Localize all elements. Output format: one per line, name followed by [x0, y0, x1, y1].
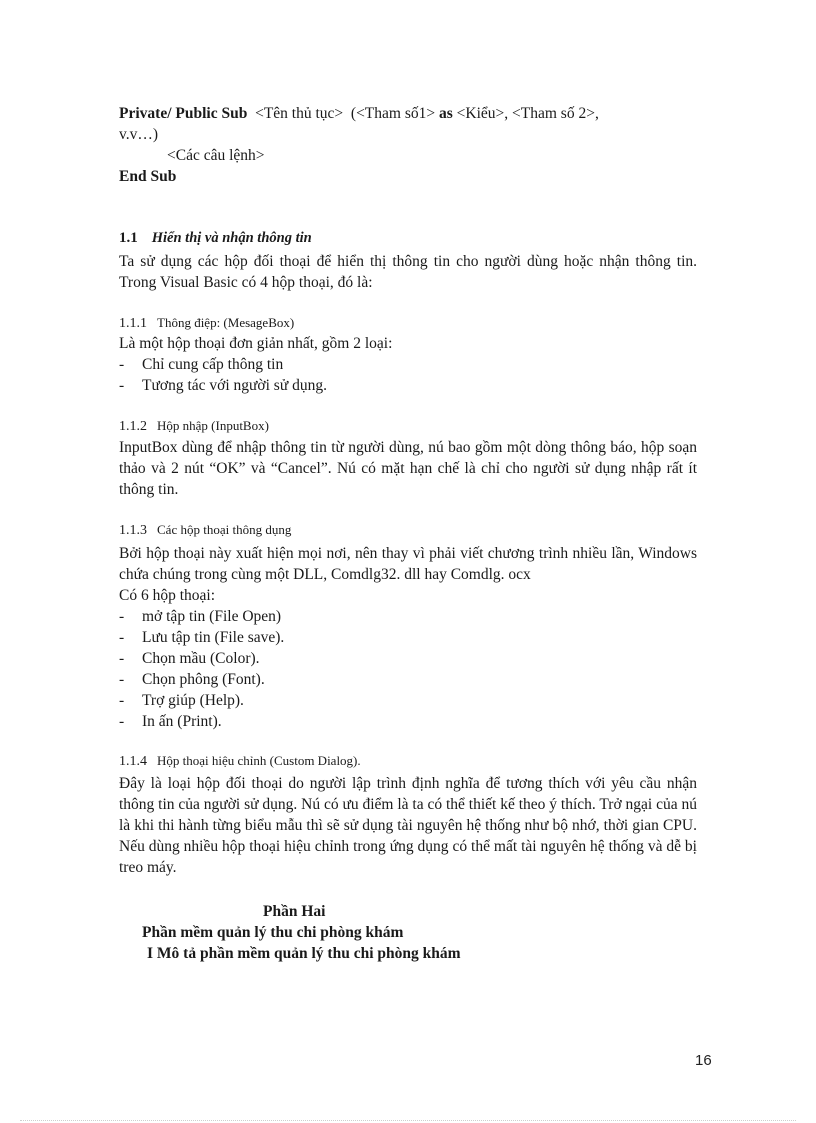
- dash-marker: -: [119, 650, 125, 667]
- dash-marker: -: [119, 629, 125, 646]
- subsection-number: 1.1.3: [119, 523, 147, 538]
- section-heading: [119, 228, 697, 249]
- subsection-title: Các hộp thoại thông dụng: [157, 522, 292, 537]
- paragraph: InputBox dùng để nhập thông tin từ người dùng, nú bao gồm một dòng thông báo, hộp soạn thảo và 2 nút “OK” và “Cancel”. Nú có mặt hạn chế là chỉ cho người sử dụng nhập rất ít thông tin.: [119, 439, 697, 498]
- footer-divider: [20, 1120, 796, 1121]
- subsection-title: Hộp nhập (InputBox): [157, 418, 269, 433]
- bullet-list: [119, 354, 697, 396]
- list-item: - In ấn (Print).: [119, 713, 222, 730]
- subsection-heading-1: [119, 312, 697, 334]
- param-rest: <Kiểu>, <Tham số 2>,: [456, 105, 599, 122]
- section-number: 1.1: [119, 230, 138, 246]
- dash-marker: -: [119, 713, 125, 730]
- procedure-declaration: [119, 103, 697, 124]
- dash-marker: -: [119, 356, 125, 373]
- paragraph: Bởi hộp thoại này xuất hiện mọi nơi, nên thay vì phải viết chương trình nhiều lần, Windows chứa chúng trong cùng một DLL, Comdlg32. dll hay Comdlg. ocx: [119, 545, 697, 583]
- procedure-declaration-cont: v.v…): [119, 126, 159, 143]
- list-item: - Tương tác với người sử dụng.: [119, 377, 327, 394]
- bullet-list: [119, 606, 697, 732]
- procedure-statements: <Các câu lệnh>: [167, 147, 265, 164]
- subsection-heading-4: [119, 750, 697, 772]
- subsection-title: Thông điệp: (MesageBox): [157, 315, 295, 330]
- paragraph: Đây là loại hộp đối thoại do người lập trình định nghĩa để tương thích với yêu cầu nhận thông tin của người sử dụng. Nú có ưu điểm là ta có thể thiết kế theo ý thích. Trở ngại của nú là khi thi hành từng biểu mẫu thì sẽ sử dụng tài nguyên hệ thống như bộ nhớ, thời gian CPU. Nếu dùng nhiều hộp thoại hiệu chỉnh trong ứng dụng có thể mất tài nguyên hệ thống và dễ bị treo máy.: [119, 775, 697, 876]
- list-item: - Chỉ cung cấp thông tin: [119, 356, 284, 373]
- subsection-heading-3: [119, 519, 697, 541]
- section-intro: Ta sử dụng các hộp đối thoại để hiển thị thông tin cho người dùng hoặc nhận thông tin. Trong Visual Basic có 4 hộp thoại, đó là:: [119, 253, 697, 291]
- dash-marker: -: [119, 692, 125, 709]
- section-title: Hiển thị và nhận thông tin: [151, 230, 312, 246]
- subsection-number: 1.1.4: [119, 754, 147, 769]
- paragraph: Là một hộp thoại đơn giản nhất, gồm 2 loại:: [119, 335, 393, 352]
- part-subtitle: I Mô tả phần mềm quản lý thu chi phòng khám: [147, 945, 461, 962]
- param-open: (<Tham số1>: [350, 105, 436, 122]
- subsection-number: 1.1.1: [119, 316, 147, 331]
- dash-marker: -: [119, 377, 125, 394]
- procedure-name-placeholder: <Tên thủ tục>: [255, 105, 344, 122]
- keyword-private-public-sub: Private/ Public Sub: [119, 105, 248, 122]
- list-item: - Chọn mầu (Color).: [119, 650, 260, 667]
- list-item: - Lưu tập tin (File save).: [119, 629, 285, 646]
- procedure-syntax-block: [119, 103, 697, 187]
- part-title: Phần mềm quản lý thu chi phòng khám: [142, 924, 404, 941]
- subsection-title: Hộp thoại hiệu chỉnh (Custom Dialog).: [157, 753, 361, 768]
- list-item: - Trợ giúp (Help).: [119, 692, 244, 709]
- list-item: - Chọn phông (Font).: [119, 671, 265, 688]
- subsection-body-1: [119, 333, 697, 396]
- dash-marker: -: [119, 608, 125, 625]
- dash-marker: -: [119, 671, 125, 688]
- keyword-as: as: [439, 105, 453, 122]
- part-label: Phần Hai: [263, 903, 326, 920]
- subsection-heading-2: [119, 415, 697, 437]
- keyword-end-sub: End Sub: [119, 168, 177, 185]
- paragraph: Có 6 hộp thoại:: [119, 587, 216, 604]
- list-item: - mở tập tin (File Open): [119, 608, 282, 625]
- subsection-number: 1.1.2: [119, 419, 147, 434]
- page-number: 16: [695, 1052, 712, 1069]
- subsection-body-3: [119, 543, 697, 732]
